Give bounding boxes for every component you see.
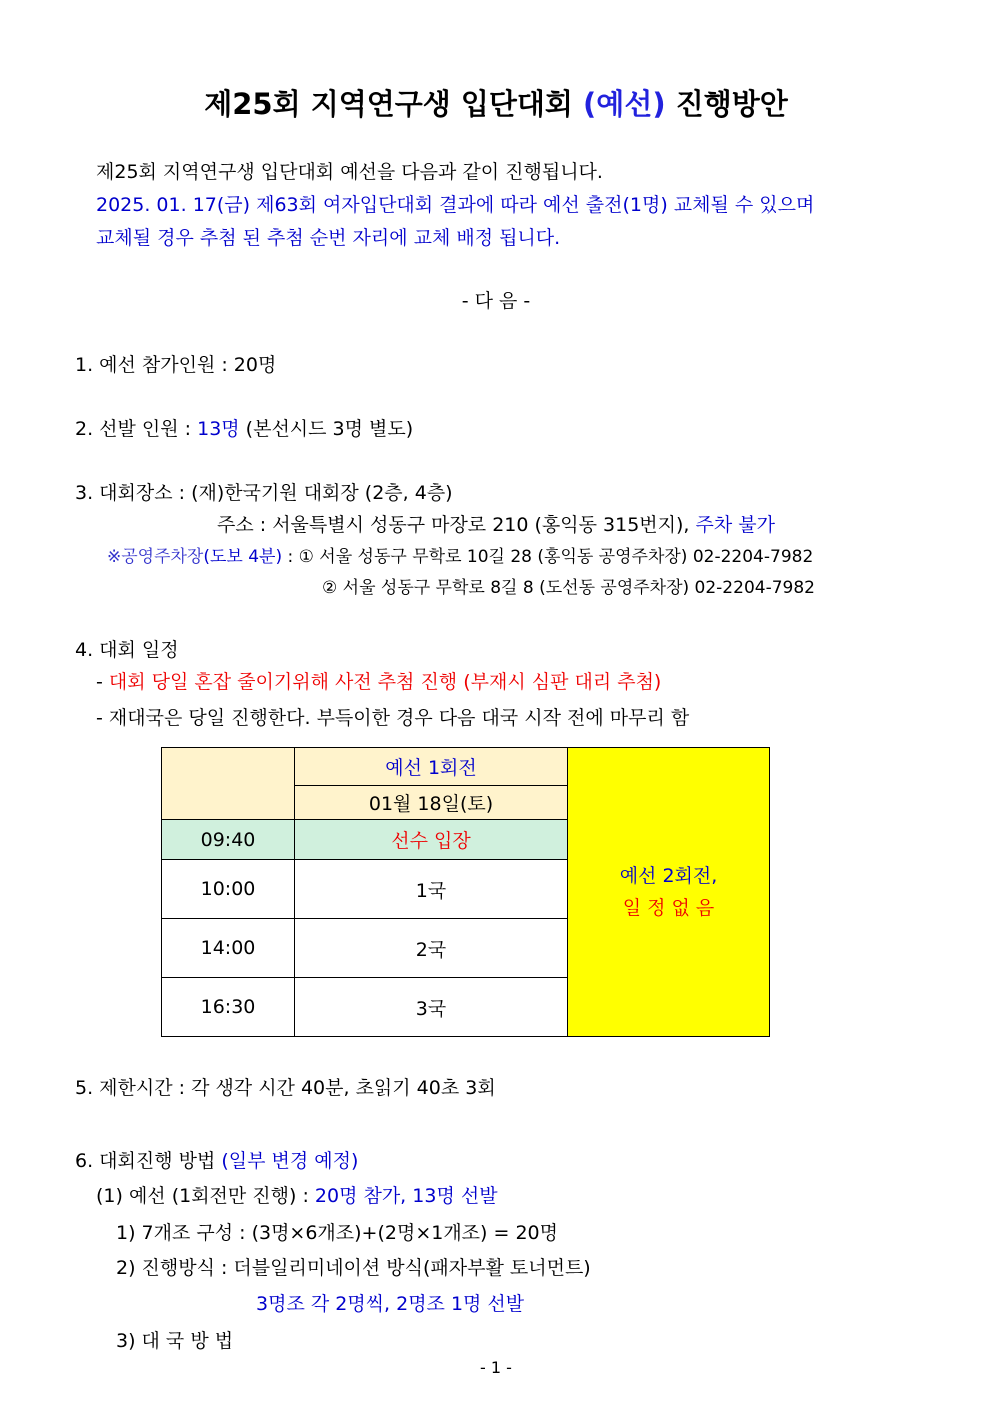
schedule-corner-cell <box>162 748 295 820</box>
round1-date: 01월 18일(토) <box>295 786 568 820</box>
round2-label: 예선 2회전, <box>619 865 718 887</box>
game-time: 10:00 <box>162 860 295 919</box>
parking-unavailable: 주차 불가 <box>695 514 775 536</box>
section-3: 3. 대회장소 : (재)한국기원 대회장 (2층, 4층) <box>75 482 453 504</box>
venue-address: 주소 : 서울특별시 성동구 마장로 210 (홍익동 315번지), 주차 불가 <box>217 514 775 536</box>
game-label: 1국 <box>295 860 568 919</box>
method-item-3: 3) 대 국 방 법 <box>116 1330 234 1352</box>
intro-line-3: 교체될 경우 추첨 된 추첨 순번 자리에 교체 배정 됩니다. <box>96 227 561 249</box>
method-item-2-detail: 3명조 각 2명씩, 2명조 1명 선발 <box>256 1293 525 1315</box>
section-5: 5. 제한시간 : 각 생각 시간 40분, 초읽기 40초 3회 <box>75 1077 496 1099</box>
method-item-1: 1) 7개조 구성 : (3명×6개조)+(2명×1개조) = 20명 <box>116 1222 558 1244</box>
section-2: 2. 선발 인원 : 13명 (본선시드 3명 별도) <box>75 418 414 440</box>
page-number: - 1 - <box>480 1358 512 1377</box>
round1-header: 예선 1회전 <box>295 748 568 786</box>
selection-count: 13명 <box>197 418 240 440</box>
schedule-table <box>161 747 770 1037</box>
page-title: 제25회 지역연구생 입단대회 (예선) 진행방안 <box>204 87 788 121</box>
round2-note: 일 정 없 음 <box>622 897 715 919</box>
heading-daum: - 다 음 - <box>461 290 531 312</box>
title-paren: (예선) <box>583 87 666 121</box>
game-label: 3국 <box>295 978 568 1037</box>
section-1: 1. 예선 참가인원 : 20명 <box>75 354 277 376</box>
section-6: 6. 대회진행 방법 (일부 변경 예정) <box>75 1150 359 1172</box>
schedule-note-1: - 대회 당일 혼잡 줄이기위해 사전 추첨 진행 (부재시 심판 대리 추첨) <box>96 671 662 693</box>
intro-line-1: 제25회 지역연구생 입단대회 예선을 다음과 같이 진행됩니다. <box>96 161 603 183</box>
game-label: 2국 <box>295 919 568 978</box>
game-time: 16:30 <box>162 978 295 1037</box>
parking-2: ② 서울 성동구 무학로 8길 8 (도선동 공영주차장) 02-2204-7982 <box>322 578 815 598</box>
game-time: 14:00 <box>162 919 295 978</box>
parking-1: ※공영주차장(도보 4분) : ① 서울 성동구 무학로 10길 28 (홍익동 공영주차장) 02-2204-7982 <box>107 547 814 567</box>
intro-line-2: 2025. 01. 17(금) 제63회 여자입단대회 결과에 따라 예선 출전(1명) 교체될 수 있으며 <box>96 194 815 216</box>
round2-cell <box>568 748 770 1037</box>
schedule-note-2: - 재대국은 당일 진행한다. 부득이한 경우 다음 대국 시작 전에 마무리 함 <box>96 707 690 729</box>
method-item-2: 2) 진행방식 : 더블일리미네이션 방식(패자부활 토너먼트) <box>116 1257 591 1279</box>
entry-label: 선수 입장 <box>295 820 568 860</box>
entry-time: 09:40 <box>162 820 295 860</box>
section-4: 4. 대회 일정 <box>75 639 179 661</box>
preliminary-summary: (1) 예선 (1회전만 진행) : 20명 참가, 13명 선발 <box>96 1185 498 1207</box>
